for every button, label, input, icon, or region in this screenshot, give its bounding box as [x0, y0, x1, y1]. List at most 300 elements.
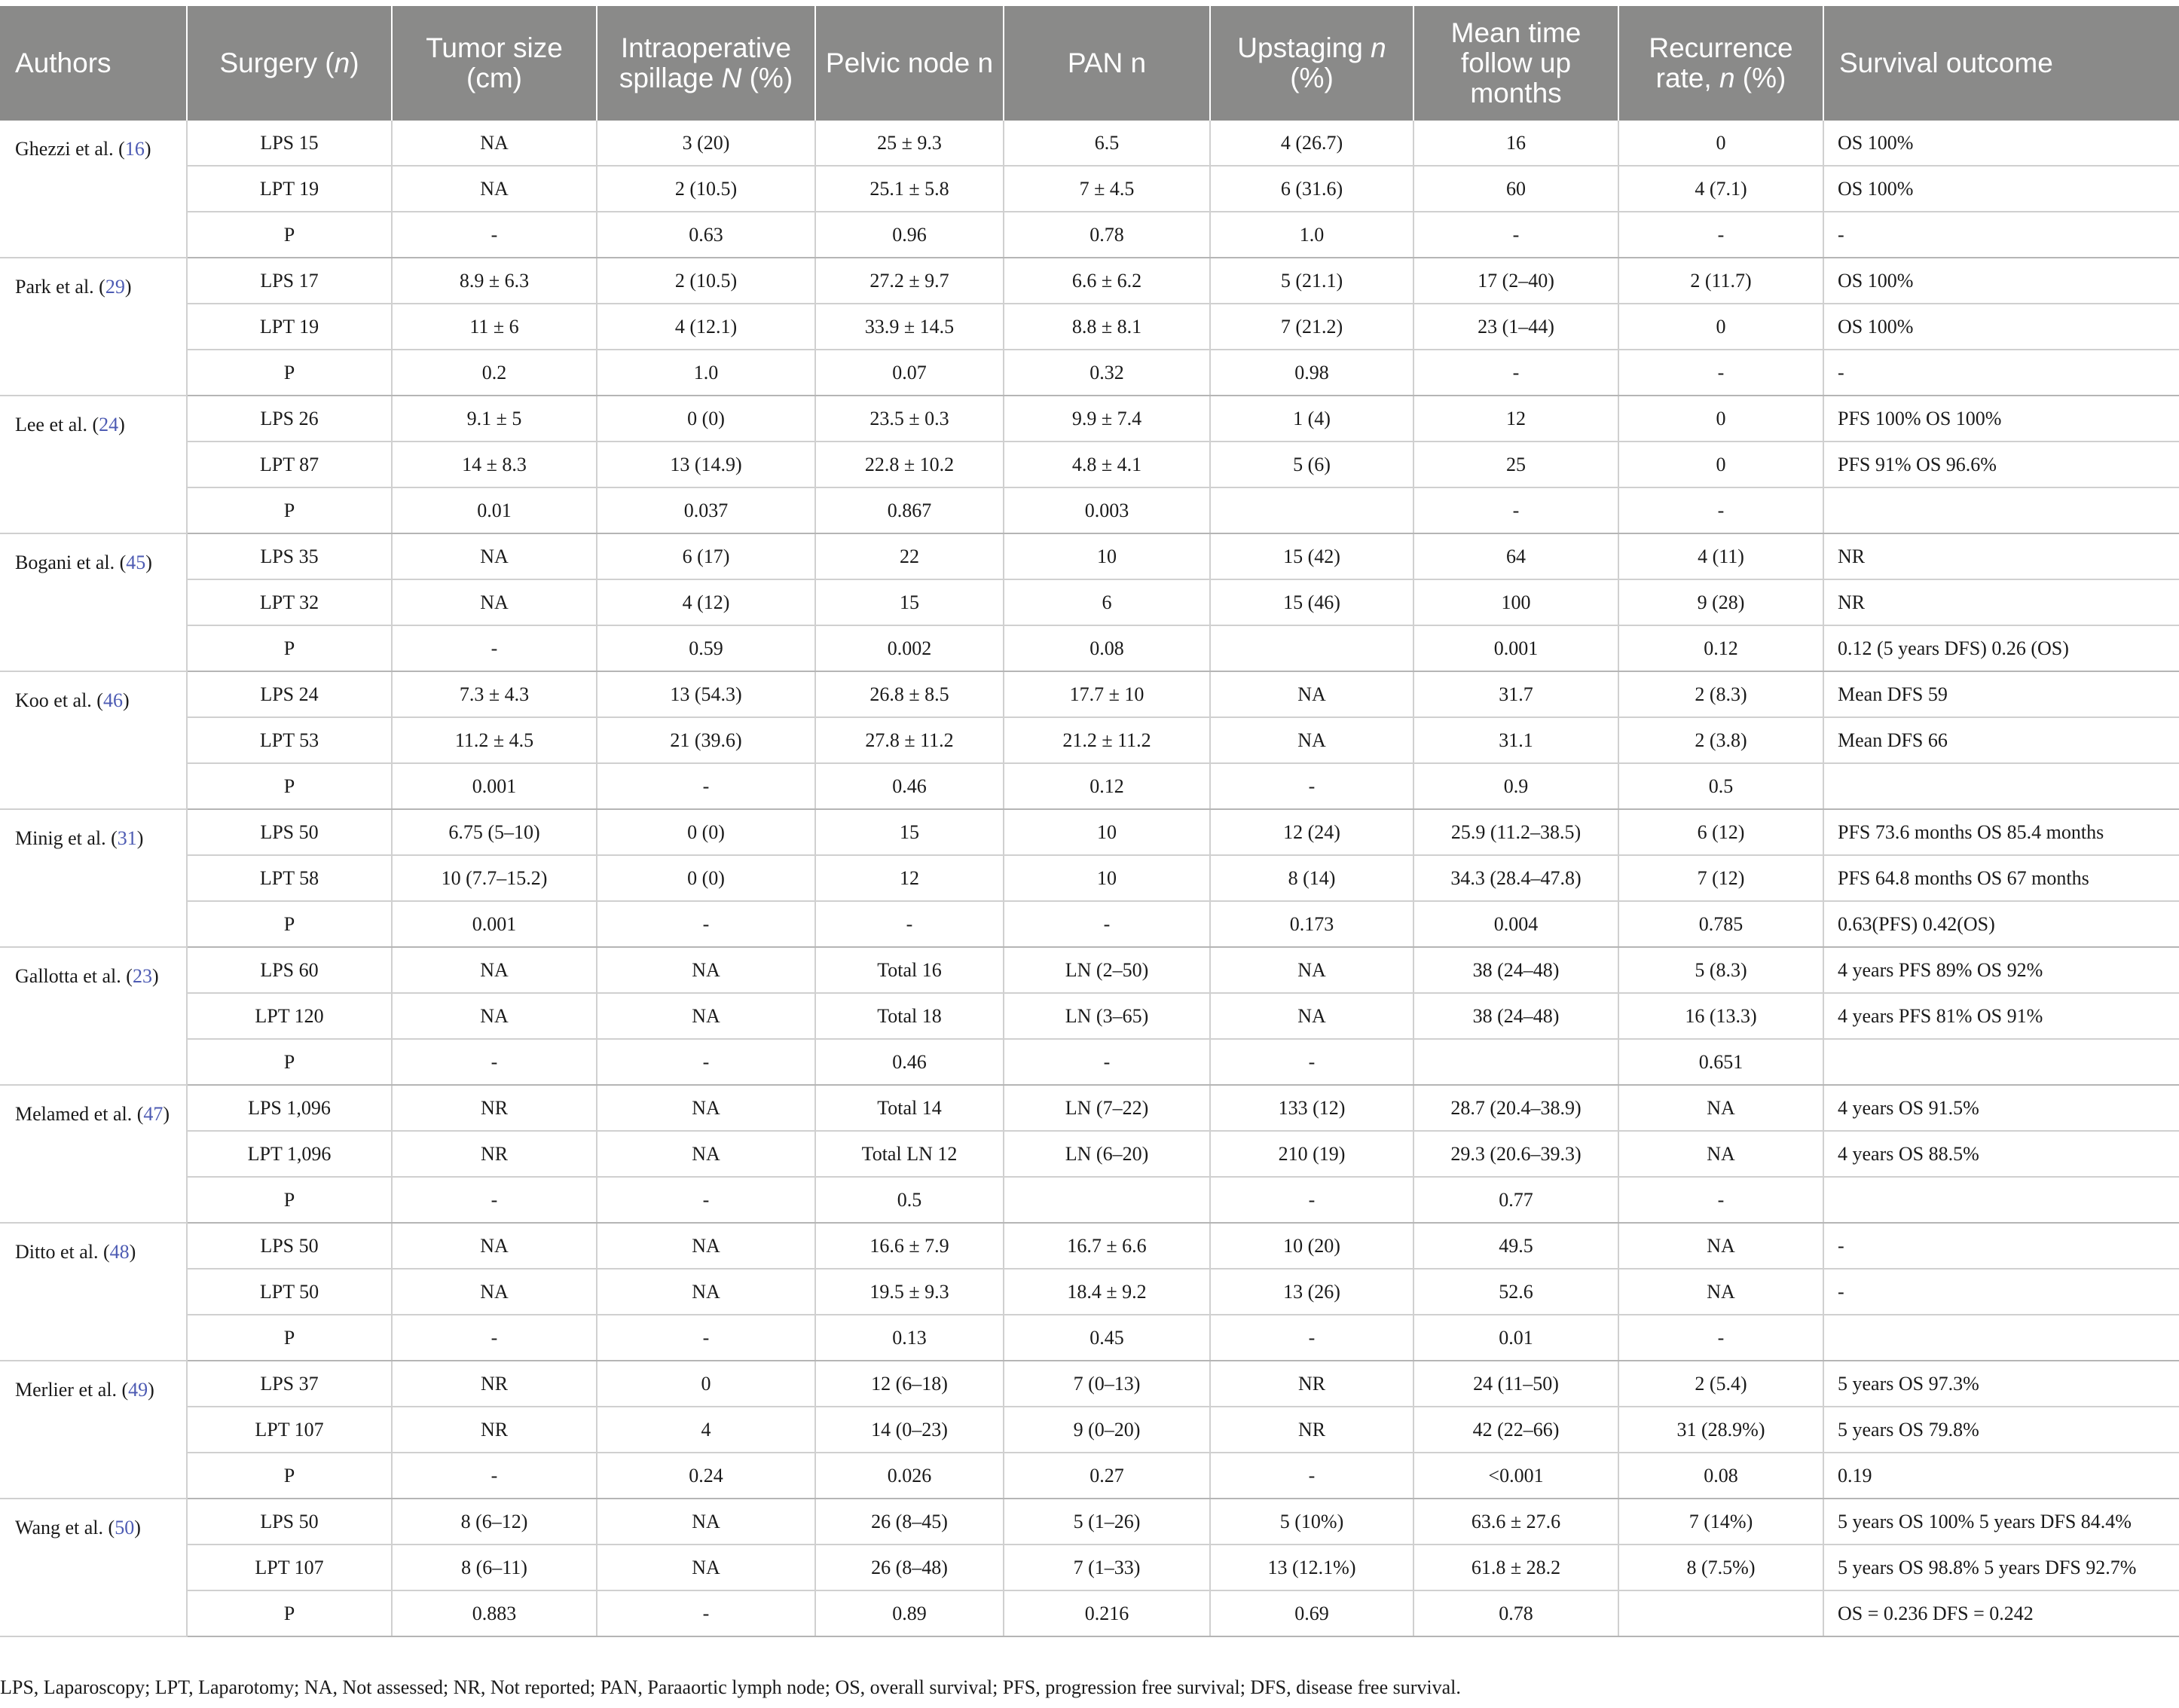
table-cell: 6.6 ± 6.2: [1004, 258, 1210, 304]
table-cell: 0.12: [1618, 625, 1823, 671]
table-cell: LPS 26: [187, 396, 392, 442]
table-cell: 0: [1618, 396, 1823, 442]
table-cell: 1 (4): [1210, 396, 1413, 442]
table-cell: NA: [1618, 1085, 1823, 1131]
table-cell: P: [187, 1315, 392, 1361]
table-cell: 0.003: [1004, 487, 1210, 533]
table-cell: [1823, 1177, 2179, 1223]
table-row: [0, 533, 2179, 579]
table-row: [0, 947, 2179, 993]
table-cell: 0.037: [597, 487, 815, 533]
table-cell: -: [392, 1177, 597, 1223]
table-cell: 0.32: [1004, 350, 1210, 396]
table-cell: 16.6 ± 7.9: [815, 1223, 1004, 1269]
table-cell: LPT 107: [187, 1545, 392, 1590]
reference-link[interactable]: 48: [109, 1241, 130, 1263]
column-header: [187, 6, 392, 121]
reference-link[interactable]: 46: [102, 689, 123, 711]
table-cell: PFS 64.8 months OS 67 months: [1823, 855, 2179, 901]
table-cell: PFS 100% OS 100%: [1823, 396, 2179, 442]
table-cell: NA: [597, 1269, 815, 1315]
column-header-text: ): [350, 47, 359, 78]
table-cell: 0.001: [392, 763, 597, 809]
comparison-table-container: [0, 6, 2179, 1637]
table-cell: 0.001: [392, 901, 597, 947]
table-cell: 0.78: [1004, 212, 1210, 258]
column-header: [1413, 6, 1618, 121]
table-cell: 12: [1413, 396, 1618, 442]
table-cell: <0.001: [1413, 1453, 1618, 1499]
table-cell: NA: [597, 1499, 815, 1545]
table-cell: -: [1210, 1039, 1413, 1085]
table-cell: 61.8 ± 28.2: [1413, 1545, 1618, 1590]
reference-link[interactable]: 29: [105, 276, 125, 298]
table-cell: 5 years OS 98.8% 5 years DFS 92.7%: [1823, 1545, 2179, 1590]
table-cell: 0.78: [1413, 1590, 1618, 1636]
table-cell: 0.24: [597, 1453, 815, 1499]
column-header-text: Pelvic node n: [825, 47, 994, 78]
table-cell: NA: [597, 1223, 815, 1269]
author-name-suffix: ): [129, 1241, 136, 1263]
table-cell: -: [1618, 1177, 1823, 1223]
table-cell: LN (7–22): [1004, 1085, 1210, 1131]
reference-link[interactable]: 45: [126, 552, 146, 573]
table-cell: Total 14: [815, 1085, 1004, 1131]
table-cell: NA: [1210, 671, 1413, 717]
table-row: [0, 396, 2179, 442]
table-cell: 4: [597, 1407, 815, 1453]
table-cell: LN (3–65): [1004, 993, 1210, 1039]
table-cell: 9 (0–20): [1004, 1407, 1210, 1453]
table-cell: 8.9 ± 6.3: [392, 258, 597, 304]
author-name: Bogani et al. (: [15, 552, 127, 573]
table-cell: 15: [815, 579, 1004, 625]
table-cell: 15 (42): [1210, 533, 1413, 579]
table-cell: 0.63(PFS) 0.42(OS): [1823, 901, 2179, 947]
table-cell: 26 (8–45): [815, 1499, 1004, 1545]
table-cell: 0.651: [1618, 1039, 1823, 1085]
table-cell: 49.5: [1413, 1223, 1618, 1269]
author-cell: [0, 1361, 187, 1499]
table-cell: LPT 120: [187, 993, 392, 1039]
author-name-suffix: ): [124, 276, 132, 298]
table-cell: 8 (14): [1210, 855, 1413, 901]
table-cell: 0.5: [1618, 763, 1823, 809]
table-cell: 2 (10.5): [597, 258, 815, 304]
table-cell: [1823, 1039, 2179, 1085]
table-cell: 12 (24): [1210, 809, 1413, 855]
table-cell: 23 (1–44): [1413, 304, 1618, 350]
table-cell: 0.08: [1618, 1453, 1823, 1499]
table-cell: Mean DFS 66: [1823, 717, 2179, 763]
table-cell: NA: [597, 1131, 815, 1177]
column-header: [1823, 6, 2179, 121]
table-cell: 0.13: [815, 1315, 1004, 1361]
author-cell: [0, 671, 187, 809]
author-cell: [0, 533, 187, 671]
table-cell: P: [187, 350, 392, 396]
table-cell: NR: [392, 1131, 597, 1177]
table-cell: OS 100%: [1823, 121, 2179, 166]
author-name: Lee et al. (: [15, 414, 99, 435]
table-cell: -: [392, 1453, 597, 1499]
author-cell: [0, 809, 187, 947]
table-cell: 4 (7.1): [1618, 166, 1823, 212]
column-header-text: (%): [1734, 63, 1786, 93]
table-cell: -: [1210, 1315, 1413, 1361]
table-cell: LPT 50: [187, 1269, 392, 1315]
table-cell: -: [597, 1590, 815, 1636]
table-cell: -: [1823, 212, 2179, 258]
table-row: [0, 671, 2179, 717]
table-cell: 10 (7.7–15.2): [392, 855, 597, 901]
table-cell: NA: [1618, 1131, 1823, 1177]
table-row: [0, 121, 2179, 166]
table-cell: 0.9: [1413, 763, 1618, 809]
column-header-text: (%): [1290, 63, 1334, 93]
table-cell: -: [597, 1315, 815, 1361]
table-cell: 0.785: [1618, 901, 1823, 947]
table-cell: NA: [597, 1085, 815, 1131]
column-header: [0, 6, 187, 121]
table-cell: 14 (0–23): [815, 1407, 1004, 1453]
table-cell: 0 (0): [597, 855, 815, 901]
table-cell: LPS 37: [187, 1361, 392, 1407]
table-cell: 4 years PFS 81% OS 91%: [1823, 993, 2179, 1039]
table-row: [0, 212, 2179, 258]
column-header: [815, 6, 1004, 121]
table-cell: 0.002: [815, 625, 1004, 671]
table-cell: LPT 58: [187, 855, 392, 901]
table-cell: [1210, 625, 1413, 671]
table-cell: LN (6–20): [1004, 1131, 1210, 1177]
table-cell: 10: [1004, 855, 1210, 901]
table-cell: 23.5 ± 0.3: [815, 396, 1004, 442]
table-cell: 0.004: [1413, 901, 1618, 947]
table-cell: NR: [1823, 533, 2179, 579]
column-header-text: Upstaging: [1237, 32, 1371, 63]
table-cell: [1823, 487, 2179, 533]
table-cell: P: [187, 1177, 392, 1223]
author-name-suffix: ): [144, 138, 151, 160]
table-cell: LN (2–50): [1004, 947, 1210, 993]
table-cell: 0: [1618, 442, 1823, 487]
table-row: [0, 1131, 2179, 1177]
table-cell: 5 (10%): [1210, 1499, 1413, 1545]
column-header-text: Survival outcome: [1839, 47, 2053, 78]
table-cell: 7 (12): [1618, 855, 1823, 901]
table-header: [0, 6, 2179, 121]
table-cell: 1.0: [1210, 212, 1413, 258]
table-cell: 60: [1413, 166, 1618, 212]
table-cell: 6.75 (5–10): [392, 809, 597, 855]
table-cell: 4 (11): [1618, 533, 1823, 579]
table-cell: LPS 1,096: [187, 1085, 392, 1131]
table-cell: 7 ± 4.5: [1004, 166, 1210, 212]
table-cell: 27.8 ± 11.2: [815, 717, 1004, 763]
table-cell: 38 (24–48): [1413, 947, 1618, 993]
table-cell: 0 (0): [597, 396, 815, 442]
table-cell: 25: [1413, 442, 1618, 487]
table-cell: 16: [1413, 121, 1618, 166]
column-header-text: (%): [741, 63, 793, 93]
table-cell: NR: [392, 1407, 597, 1453]
table-cell: 33.9 ± 14.5: [815, 304, 1004, 350]
table-cell: 13 (12.1%): [1210, 1545, 1413, 1590]
table-cell: NA: [597, 1545, 815, 1590]
table-cell: 0.59: [597, 625, 815, 671]
table-cell: -: [597, 763, 815, 809]
table-cell: 26.8 ± 8.5: [815, 671, 1004, 717]
table-cell: 0.45: [1004, 1315, 1210, 1361]
table-cell: 52.6: [1413, 1269, 1618, 1315]
table-cell: 10: [1004, 809, 1210, 855]
table-cell: 2 (10.5): [597, 166, 815, 212]
table-cell: [1004, 1177, 1210, 1223]
table-cell: 8 (6–11): [392, 1545, 597, 1590]
author-name: Gallotta et al. (: [15, 965, 133, 987]
table-cell: -: [1210, 1453, 1413, 1499]
table-cell: -: [1823, 1223, 2179, 1269]
table-cell: -: [1210, 1177, 1413, 1223]
table-cell: [1823, 763, 2179, 809]
author-cell: [0, 947, 187, 1085]
author-name: Park et al. (: [15, 276, 105, 298]
table-cell: 6 (31.6): [1210, 166, 1413, 212]
table-cell: 4 (12.1): [597, 304, 815, 350]
table-cell: LPT 19: [187, 166, 392, 212]
author-cell: [0, 258, 187, 396]
table-cell: LPS 50: [187, 1223, 392, 1269]
table-cell: 4.8 ± 4.1: [1004, 442, 1210, 487]
table-cell: 22.8 ± 10.2: [815, 442, 1004, 487]
table-cell: 0.46: [815, 763, 1004, 809]
table-cell: NA: [392, 579, 597, 625]
table-cell: 29.3 (20.6–39.3): [1413, 1131, 1618, 1177]
table-cell: 0.216: [1004, 1590, 1210, 1636]
table-cell: NA: [1210, 717, 1413, 763]
table-cell: NA: [597, 993, 815, 1039]
table-cell: LPT 19: [187, 304, 392, 350]
author-name-suffix: ): [122, 689, 130, 711]
table-cell: 17.7 ± 10: [1004, 671, 1210, 717]
table-cell: -: [1004, 1039, 1210, 1085]
author-name-suffix: ): [136, 827, 144, 849]
table-cell: 0.98: [1210, 350, 1413, 396]
table-cell: 10 (20): [1210, 1223, 1413, 1269]
reference-link[interactable]: 31: [117, 827, 137, 849]
table-row: [0, 901, 2179, 947]
table-row: [0, 625, 2179, 671]
table-row: [0, 1361, 2179, 1407]
table-cell: -: [815, 901, 1004, 947]
table-cell: NA: [392, 993, 597, 1039]
table-cell: [1210, 487, 1413, 533]
table-cell: NA: [1618, 1269, 1823, 1315]
table-row: [0, 1453, 2179, 1499]
table-row: [0, 855, 2179, 901]
column-header-italic: n: [1719, 63, 1735, 93]
table-cell: 31.7: [1413, 671, 1618, 717]
table-cell: P: [187, 212, 392, 258]
table-cell: 2 (5.4): [1618, 1361, 1823, 1407]
table-cell: 18.4 ± 9.2: [1004, 1269, 1210, 1315]
table-cell: 4 (12): [597, 579, 815, 625]
table-cell: 42 (22–66): [1413, 1407, 1618, 1453]
table-row: [0, 717, 2179, 763]
column-header-italic: n: [334, 47, 350, 78]
table-cell: LPT 107: [187, 1407, 392, 1453]
table-cell: 0.867: [815, 487, 1004, 533]
table-cell: NA: [1210, 947, 1413, 993]
table-cell: 8 (6–12): [392, 1499, 597, 1545]
table-cell: 0 (0): [597, 809, 815, 855]
author-cell: [0, 121, 187, 258]
table-cell: NR: [392, 1361, 597, 1407]
table-cell: 1.0: [597, 350, 815, 396]
table-row: [0, 809, 2179, 855]
table-cell: 3 (20): [597, 121, 815, 166]
table-cell: 2 (11.7): [1618, 258, 1823, 304]
column-header-text: Authors: [15, 47, 112, 78]
table-row: [0, 993, 2179, 1039]
author-cell: [0, 1223, 187, 1361]
table-cell: 16 (13.3): [1618, 993, 1823, 1039]
table-cell: LPT 53: [187, 717, 392, 763]
table-footnote: LPS, Laparoscopy; LPT, Laparotomy; NA, Not assessed; NR, Not reported; PAN, Paraaortic lymph node; OS, overall survival; PFS, progression free survival; DFS, disease free survival.: [0, 1676, 1461, 1698]
table-cell: LPS 15: [187, 121, 392, 166]
table-cell: 0.01: [1413, 1315, 1618, 1361]
author-name-suffix: ): [148, 1379, 154, 1401]
table-cell: LPS 24: [187, 671, 392, 717]
table-cell: P: [187, 625, 392, 671]
reference-link[interactable]: 23: [132, 965, 152, 987]
table-cell: P: [187, 1453, 392, 1499]
table-cell: 0.5: [815, 1177, 1004, 1223]
table-cell: 14 ± 8.3: [392, 442, 597, 487]
table-cell: PFS 91% OS 96.6%: [1823, 442, 2179, 487]
table-cell: 63.6 ± 27.6: [1413, 1499, 1618, 1545]
table-cell: P: [187, 487, 392, 533]
table-cell: 0.96: [815, 212, 1004, 258]
reference-link[interactable]: 50: [115, 1517, 135, 1538]
table-cell: 25 ± 9.3: [815, 121, 1004, 166]
table-cell: 13 (54.3): [597, 671, 815, 717]
table-cell: 0.883: [392, 1590, 597, 1636]
table-cell: -: [1823, 350, 2179, 396]
table-cell: -: [1413, 212, 1618, 258]
table-cell: NA: [597, 947, 815, 993]
table-cell: NR: [1823, 579, 2179, 625]
table-cell: NA: [392, 1223, 597, 1269]
table-cell: 7 (1–33): [1004, 1545, 1210, 1590]
table-cell: 7 (21.2): [1210, 304, 1413, 350]
table-cell: 5 years OS 100% 5 years DFS 84.4%: [1823, 1499, 2179, 1545]
column-header: [392, 6, 597, 121]
table-cell: -: [1618, 487, 1823, 533]
author-name-suffix: ): [151, 965, 159, 987]
table-cell: LPS 60: [187, 947, 392, 993]
table-cell: NA: [1210, 993, 1413, 1039]
table-cell: 31.1: [1413, 717, 1618, 763]
table-cell: 6: [1004, 579, 1210, 625]
table-cell: -: [392, 1039, 597, 1085]
table-row: [0, 258, 2179, 304]
table-cell: 0.19: [1823, 1453, 2179, 1499]
table-cell: 0.12 (5 years DFS) 0.26 (OS): [1823, 625, 2179, 671]
table-cell: LPS 50: [187, 809, 392, 855]
table-cell: 21.2 ± 11.2: [1004, 717, 1210, 763]
table-cell: OS = 0.236 DFS = 0.242: [1823, 1590, 2179, 1636]
table-cell: 28.7 (20.4–38.9): [1413, 1085, 1618, 1131]
reference-link[interactable]: 49: [128, 1379, 148, 1401]
table-row: [0, 442, 2179, 487]
table-cell: -: [392, 1315, 597, 1361]
table-cell: 34.3 (28.4–47.8): [1413, 855, 1618, 901]
reference-link[interactable]: 47: [143, 1103, 164, 1125]
table-cell: 64: [1413, 533, 1618, 579]
table-cell: NA: [1618, 1223, 1823, 1269]
reference-link[interactable]: 16: [124, 138, 145, 160]
author-name-suffix: ): [118, 414, 125, 435]
table-cell: LPT 87: [187, 442, 392, 487]
table-cell: 0.07: [815, 350, 1004, 396]
table-cell: 5 (1–26): [1004, 1499, 1210, 1545]
author-cell: [0, 1085, 187, 1223]
table-row: [0, 1315, 2179, 1361]
table-cell: 0.01: [392, 487, 597, 533]
table-cell: 15 (46): [1210, 579, 1413, 625]
table-row: [0, 350, 2179, 396]
column-header-italic: N: [721, 63, 742, 93]
table-row: [0, 1177, 2179, 1223]
table-cell: Total LN 12: [815, 1131, 1004, 1177]
table-cell: -: [597, 901, 815, 947]
table-cell: 2 (8.3): [1618, 671, 1823, 717]
table-cell: OS 100%: [1823, 166, 2179, 212]
table-cell: LPT 1,096: [187, 1131, 392, 1177]
table-cell: [1618, 1590, 1823, 1636]
table-cell: 0.89: [815, 1590, 1004, 1636]
table-cell: 9.9 ± 7.4: [1004, 396, 1210, 442]
table-cell: 5 (21.1): [1210, 258, 1413, 304]
table-cell: 11 ± 6: [392, 304, 597, 350]
table-cell: 0.77: [1413, 1177, 1618, 1223]
table-cell: -: [1618, 212, 1823, 258]
table-row: [0, 579, 2179, 625]
table-row: [0, 1223, 2179, 1269]
table-cell: Mean DFS 59: [1823, 671, 2179, 717]
table-cell: -: [1004, 901, 1210, 947]
table-cell: 9 (28): [1618, 579, 1823, 625]
table-cell: -: [1210, 763, 1413, 809]
table-cell: -: [597, 1177, 815, 1223]
table-cell: 24 (11–50): [1413, 1361, 1618, 1407]
table-row: [0, 166, 2179, 212]
table-cell: NA: [392, 533, 597, 579]
table-cell: 5 years OS 79.8%: [1823, 1407, 2179, 1453]
reference-link[interactable]: 24: [99, 414, 119, 435]
table-cell: 27.2 ± 9.7: [815, 258, 1004, 304]
column-header: [597, 6, 815, 121]
table-row: [0, 304, 2179, 350]
table-row: [0, 1269, 2179, 1315]
author-cell: [0, 1499, 187, 1636]
table-cell: [1823, 1315, 2179, 1361]
table-cell: 0.2: [392, 350, 597, 396]
table-body: [0, 121, 2179, 1636]
table-cell: Total 18: [815, 993, 1004, 1039]
